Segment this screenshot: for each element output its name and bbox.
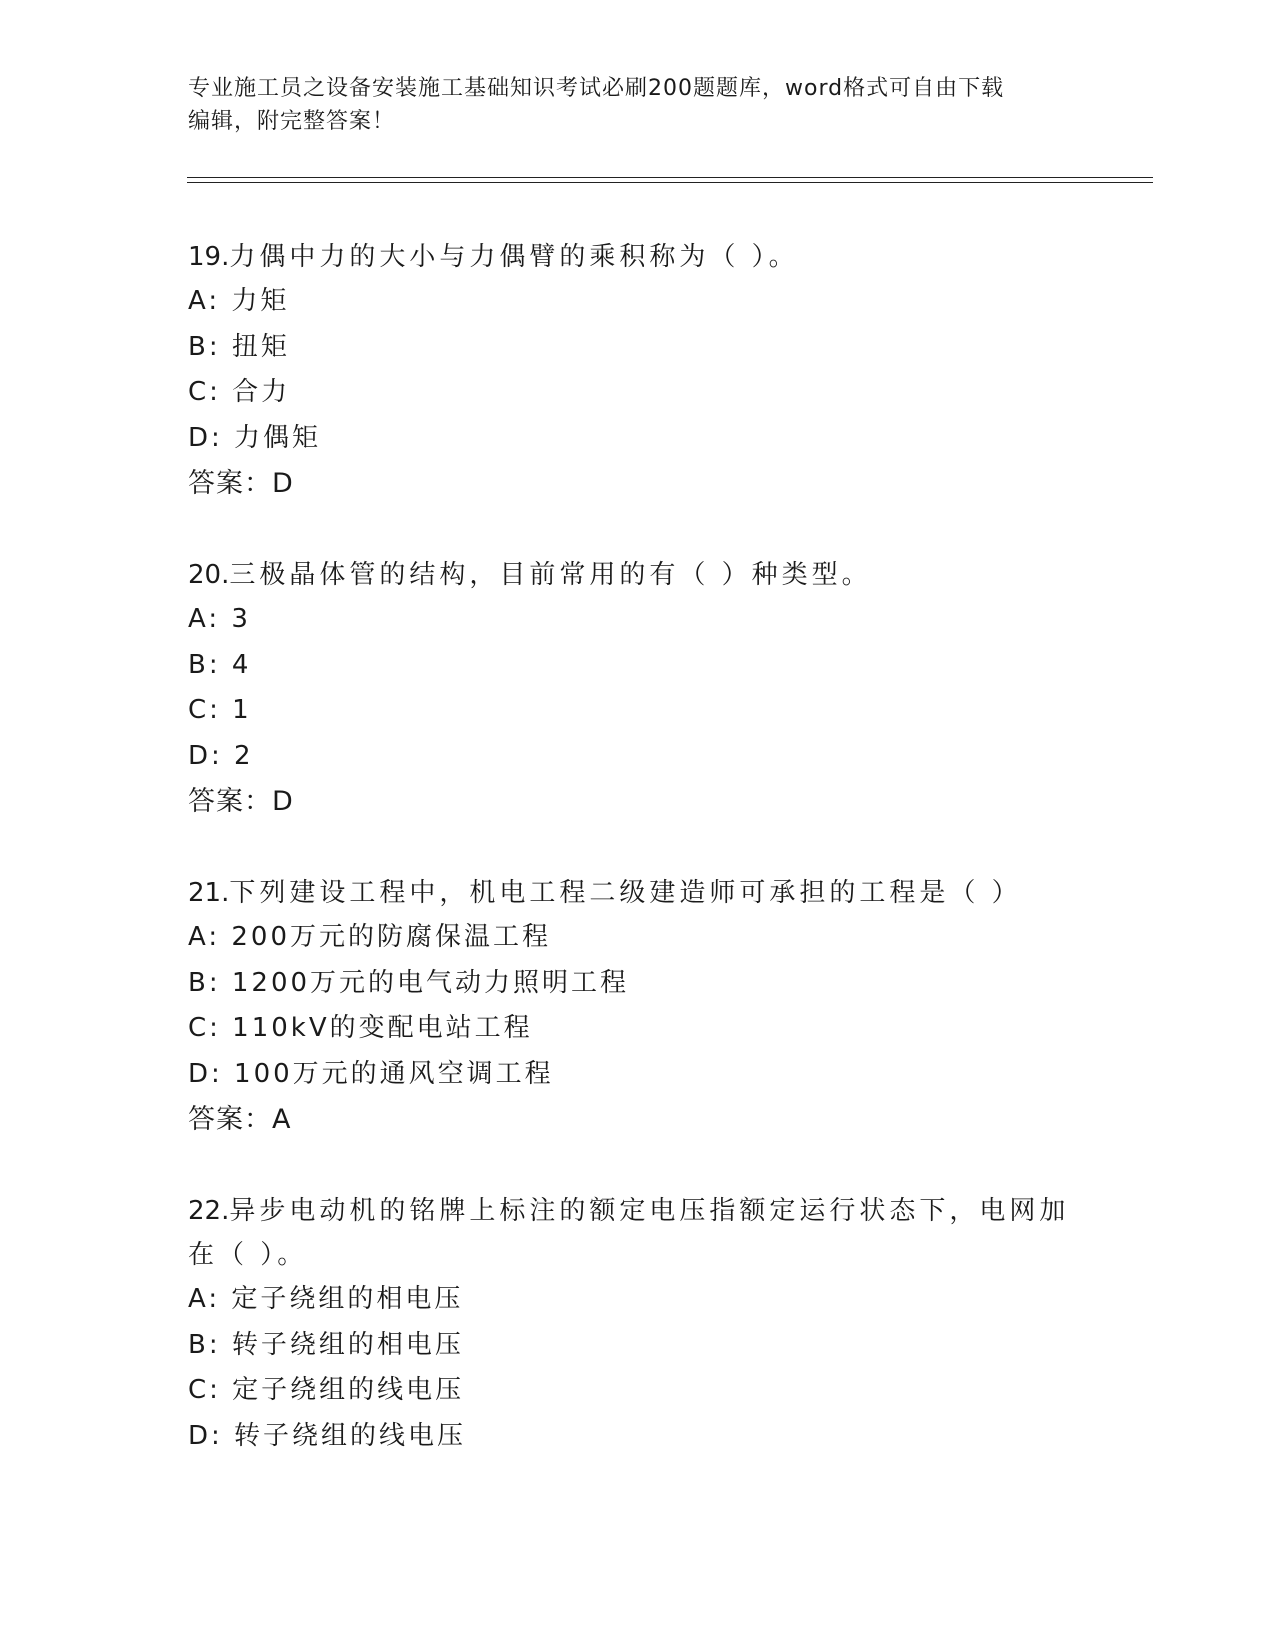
- question-list: [188, 235, 1088, 1505]
- question-text: 异步电动机的铭牌上标注的额定电压指额定运行状态下，电网加在（ ）。: [188, 1196, 1070, 1270]
- option-d: D: 力偶矩: [188, 422, 322, 453]
- header-divider-top: [187, 177, 1153, 178]
- question-stem: [188, 1189, 1088, 1277]
- answer-line: 答案：D: [188, 786, 294, 817]
- question-stem: [188, 553, 1088, 597]
- document-header: [188, 72, 1088, 138]
- question-number: 21.: [188, 878, 230, 908]
- header-divider-bottom: [187, 182, 1153, 183]
- option-c: C: 合力: [188, 377, 291, 407]
- header-line-1: 专业施工员之设备安装施工基础知识考试必刷200题题库，word格式可自由下载: [188, 76, 1005, 101]
- option-a: A: 3: [188, 604, 251, 634]
- option-c: C: 110kV的变配电站工程: [188, 1013, 533, 1043]
- option-d: D: 100万元的通风空调工程: [188, 1058, 554, 1089]
- question-text: 三极晶体管的结构，目前常用的有（ ）种类型。: [229, 560, 872, 590]
- option-d: D: 2: [188, 740, 254, 771]
- question-22: [188, 1189, 1088, 1459]
- question-19: [188, 235, 1088, 507]
- option-a: A: 定子绕组的相电压: [188, 1284, 464, 1314]
- option-c: C: 定子绕组的线电压: [188, 1375, 465, 1405]
- question-text: 力偶中力的大小与力偶臂的乘积称为（ ）。: [229, 242, 799, 272]
- question-number: 20.: [188, 560, 230, 590]
- answer-line: 答案：D: [188, 468, 294, 499]
- header-line-2: 编辑，附完整答案！: [188, 109, 396, 134]
- question-number: 19.: [188, 242, 230, 272]
- question-21: [188, 871, 1088, 1143]
- option-b: B: 1200万元的电气动力照明工程: [188, 967, 630, 998]
- question-stem: [188, 235, 1088, 279]
- option-a: A: 200万元的防腐保温工程: [188, 922, 551, 952]
- option-b: B: 转子绕组的相电压: [188, 1329, 464, 1360]
- answer-line: 答案：A: [188, 1104, 292, 1135]
- question-number: 22.: [188, 1196, 230, 1226]
- question-text: 下列建设工程中，机电工程二级建造师可承担的工程是（ ）: [229, 878, 1022, 908]
- option-a: A: 力矩: [188, 286, 290, 316]
- option-b: B: 扭矩: [188, 331, 290, 362]
- question-stem: [188, 871, 1088, 915]
- question-20: [188, 553, 1088, 825]
- option-d: D: 转子绕组的线电压: [188, 1420, 467, 1451]
- option-c: C: 1: [188, 695, 252, 725]
- option-b: B: 4: [188, 649, 252, 680]
